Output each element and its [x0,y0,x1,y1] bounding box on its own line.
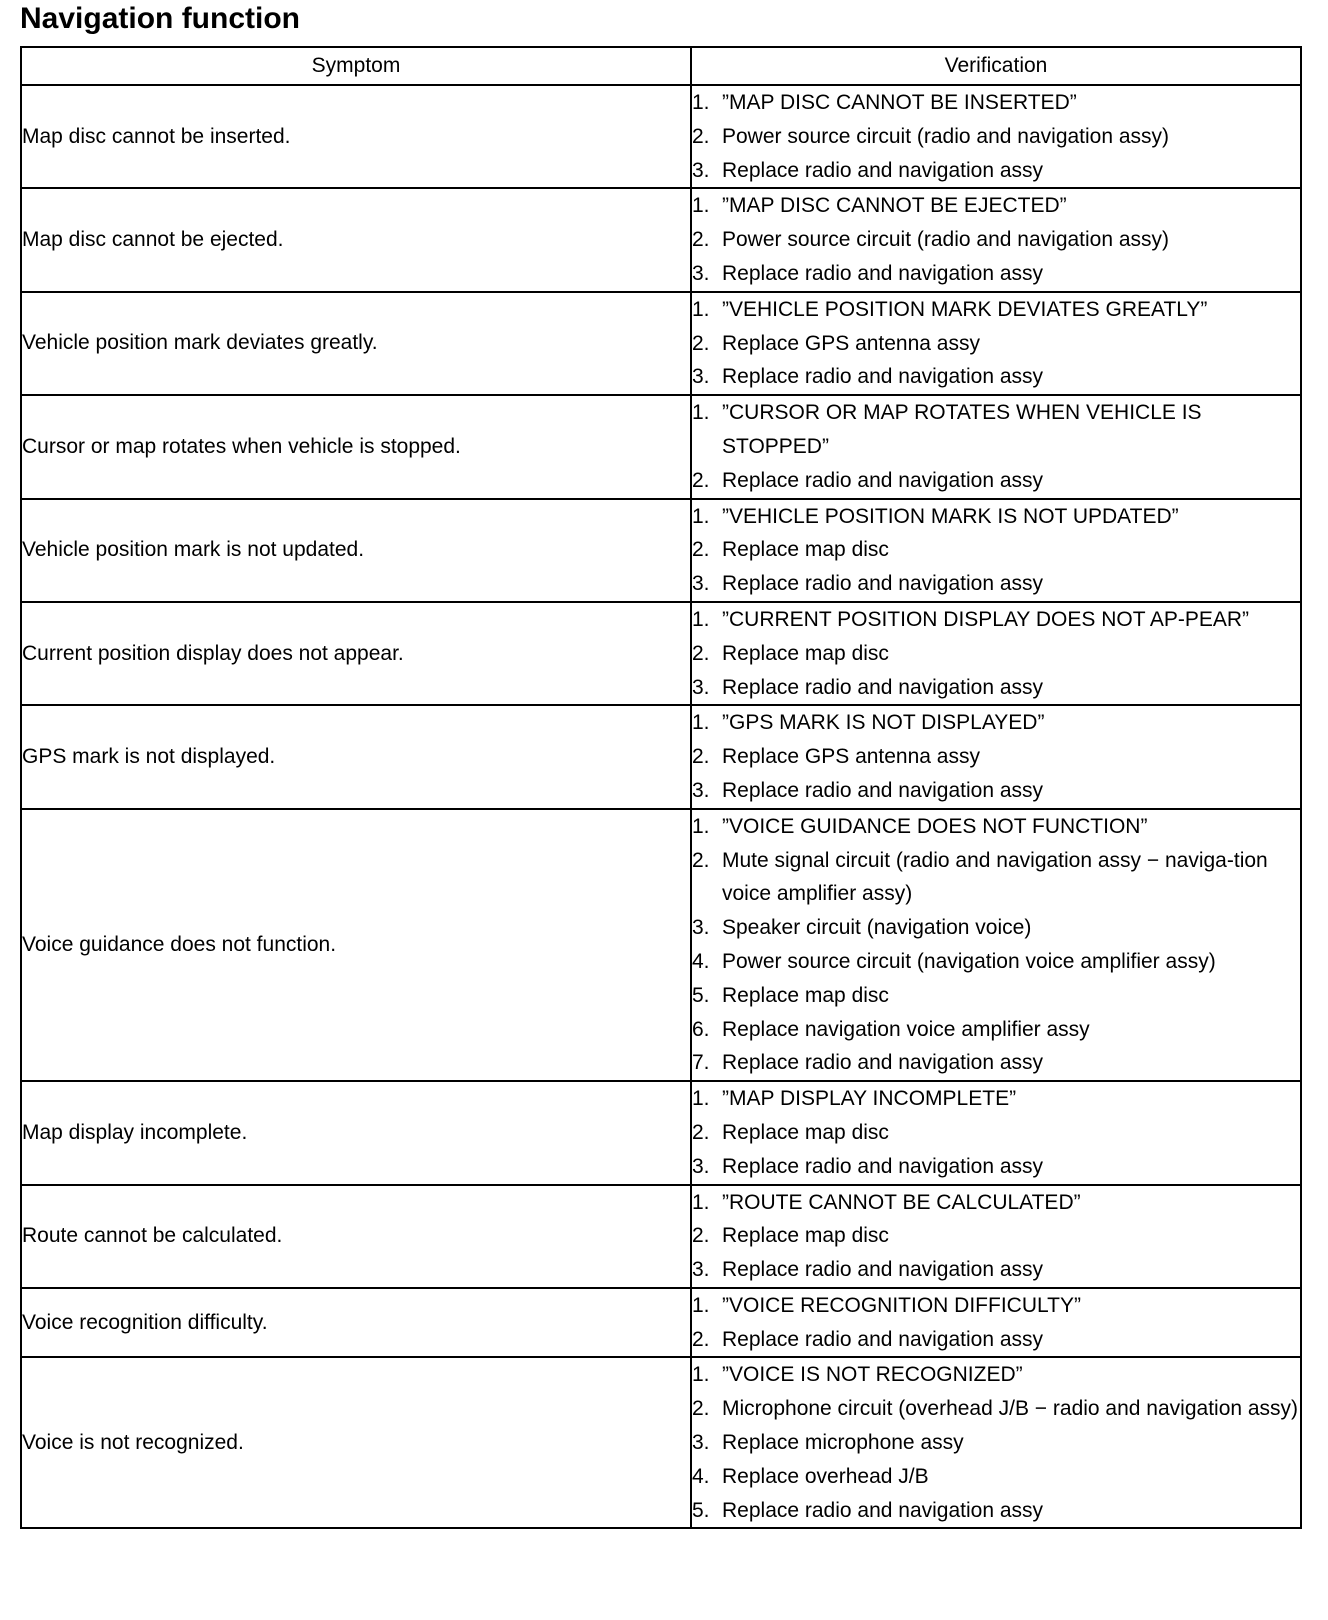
verification-step [692,1219,1300,1253]
verification-step [692,500,1300,534]
step-number: 3. [692,675,710,699]
step-text: Replace radio and navigation assy [722,158,1044,182]
step-number: 2. [692,1224,710,1248]
step-text: Replace radio and navigation assy [722,675,1044,699]
step-number: 1. [692,1087,710,1111]
table-row [21,1357,1301,1528]
verification-steps [692,706,1300,807]
symptom-cell: Vehicle position mark deviates greatly. [21,292,691,395]
step-number: 1. [692,711,710,735]
verification-cell [691,395,1301,498]
step-text: Replace navigation voice amplifier assy [722,1017,1090,1041]
step-text: Power source circuit (radio and navigation assy) [722,124,1170,148]
step-number: 2. [692,331,710,355]
step-number: 2. [692,848,710,872]
verification-step [692,360,1300,394]
step-text: ”VOICE RECOGNITION DIFFICULTY” [722,1293,1081,1317]
verification-step [692,86,1300,120]
verification-step [692,120,1300,154]
step-text: ”MAP DISC CANNOT BE EJECTED” [722,194,1067,218]
step-number: 3. [692,1154,710,1178]
symptom-cell: Map disc cannot be inserted. [21,85,691,188]
verification-cell [691,705,1301,808]
table-row [21,809,1301,1081]
step-number: 7. [692,1051,710,1075]
verification-step [692,396,1300,464]
verification-step [692,1013,1300,1047]
symptom-cell: Map display incomplete. [21,1081,691,1184]
step-number: 1. [692,297,710,321]
navigation-function-table [20,46,1302,1529]
page-title: Navigation function [20,2,300,35]
step-number: 3. [692,778,710,802]
verification-step [692,293,1300,327]
step-number: 3. [692,1258,710,1282]
verification-cell [691,188,1301,291]
verification-cell [691,602,1301,705]
table-row [21,1288,1301,1358]
step-text: Replace microphone assy [722,1431,964,1455]
step-text: Replace radio and navigation assy [722,1051,1044,1075]
symptom-column-header: Symptom [21,47,691,85]
step-text: Replace overhead J/B [722,1464,929,1488]
verification-steps [692,1358,1300,1527]
verification-step [692,1460,1300,1494]
step-text: Replace radio and navigation assy [722,1154,1044,1178]
step-text: Replace radio and navigation assy [722,1258,1044,1282]
step-number: 6. [692,1017,710,1041]
step-number: 2. [692,641,710,665]
step-text: ”VEHICLE POSITION MARK IS NOT UPDATED” [722,504,1179,528]
step-number: 1. [692,1363,710,1387]
verification-step [692,1116,1300,1150]
step-text: Microphone circuit (overhead J/B − radio and navigation assy) [722,1397,1299,1421]
step-text: ”VOICE IS NOT RECOGNIZED” [722,1363,1023,1387]
table-row [21,1185,1301,1288]
step-text: Speaker circuit (navigation voice) [722,916,1032,940]
verification-cell [691,1081,1301,1184]
verification-step [692,1392,1300,1426]
step-number: 2. [692,228,710,252]
step-number: 2. [692,468,710,492]
table-header-row [21,47,1301,85]
verification-step [692,844,1300,912]
verification-cell [691,809,1301,1081]
verification-steps [692,603,1300,704]
verification-cell [691,499,1301,602]
step-text: ”CURRENT POSITION DISPLAY DOES NOT AP-PEAR” [722,607,1250,631]
verification-steps [692,500,1300,601]
step-number: 2. [692,1327,710,1351]
step-number: 2. [692,1397,710,1421]
step-text: Replace GPS antenna assy [722,745,980,769]
verification-step [692,567,1300,601]
step-text: Replace radio and navigation assy [722,1327,1044,1351]
table-row [21,1081,1301,1184]
verification-step [692,810,1300,844]
step-text: Replace map disc [722,641,889,665]
step-text: ”CURSOR OR MAP ROTATES WHEN VEHICLE IS STOPPED” [722,401,1202,458]
step-text: Replace radio and navigation assy [722,778,1044,802]
verification-steps [692,293,1300,394]
symptom-cell: Route cannot be calculated. [21,1185,691,1288]
table-row [21,499,1301,602]
step-number: 1. [692,91,710,114]
verification-cell [691,1357,1301,1528]
verification-step [692,327,1300,361]
step-number: 4. [692,949,710,973]
step-text: Replace map disc [722,1224,889,1248]
verification-step [692,257,1300,291]
step-number: 3. [692,572,710,596]
verification-steps [692,1186,1300,1287]
step-number: 4. [692,1464,710,1488]
step-number: 2. [692,538,710,562]
verification-step [692,1323,1300,1357]
symptom-cell: Voice is not recognized. [21,1357,691,1528]
verification-step [692,1253,1300,1287]
verification-step [692,1494,1300,1528]
verification-step [692,740,1300,774]
verification-step [692,706,1300,740]
symptom-cell: Voice recognition difficulty. [21,1288,691,1358]
verification-steps [692,1082,1300,1183]
verification-step [692,464,1300,498]
table-row [21,188,1301,291]
step-text: ”VEHICLE POSITION MARK DEVIATES GREATLY” [722,297,1208,321]
step-text: Replace radio and navigation assy [722,468,1044,492]
verification-steps [692,86,1300,187]
step-number: 1. [692,401,710,425]
verification-step [692,1150,1300,1184]
verification-step [692,945,1300,979]
table-row [21,395,1301,498]
verification-step [692,1046,1300,1080]
verification-step [692,1289,1300,1323]
step-text: Power source circuit (radio and navigation assy) [722,228,1170,252]
symptom-cell: Current position display does not appear. [21,602,691,705]
step-text: Replace map disc [722,983,889,1007]
step-text: Replace GPS antenna assy [722,331,980,355]
step-number: 1. [692,1190,710,1214]
verification-steps [692,396,1300,497]
step-number: 2. [692,124,710,148]
verification-column-header: Verification [691,47,1301,85]
step-number: 3. [692,158,710,182]
verification-step [692,911,1300,945]
step-text: Replace map disc [722,538,889,562]
table-row [21,292,1301,395]
step-number: 2. [692,1120,710,1144]
table-row [21,602,1301,705]
step-text: Power source circuit (navigation voice amplifier assy) [722,949,1216,973]
step-number: 3. [692,1431,710,1455]
symptom-cell: GPS mark is not displayed. [21,705,691,808]
step-text: ”VOICE GUIDANCE DOES NOT FUNCTION” [722,814,1148,838]
table-row [21,705,1301,808]
verification-steps [692,810,1300,1080]
verification-cell [691,292,1301,395]
step-text: ”GPS MARK IS NOT DISPLAYED” [722,711,1045,735]
symptom-cell: Map disc cannot be ejected. [21,188,691,291]
verification-step [692,637,1300,671]
step-number: 1. [692,194,710,218]
step-text: Replace radio and navigation assy [722,572,1044,596]
step-text: Replace map disc [722,1120,889,1144]
step-number: 1. [692,607,710,631]
step-text: Replace radio and navigation assy [722,1498,1044,1522]
step-number: 3. [692,261,710,285]
step-text: Mute signal circuit (radio and navigation assy − naviga-tion voice amplifier assy) [722,848,1268,906]
verification-step [692,1426,1300,1460]
verification-steps [692,189,1300,290]
step-number: 5. [692,983,710,1007]
symptom-cell: Vehicle position mark is not updated. [21,499,691,602]
verification-step [692,1082,1300,1116]
verification-step [692,671,1300,705]
step-number: 5. [692,1498,710,1522]
step-number: 3. [692,365,710,389]
table-row [21,85,1301,188]
step-number: 2. [692,745,710,769]
symptom-cell: Cursor or map rotates when vehicle is stopped. [21,395,691,498]
verification-cell [691,85,1301,188]
step-text: ”MAP DISC CANNOT BE INSERTED” [722,91,1077,114]
verification-step [692,533,1300,567]
verification-step [692,189,1300,223]
verification-cell [691,1288,1301,1358]
step-text: ”MAP DISPLAY INCOMPLETE” [722,1087,1017,1111]
verification-step [692,603,1300,637]
verification-step [692,1358,1300,1392]
step-text: ”ROUTE CANNOT BE CALCULATED” [722,1190,1081,1214]
verification-cell [691,1185,1301,1288]
verification-step [692,223,1300,257]
step-number: 1. [692,504,710,528]
step-number: 1. [692,1293,710,1317]
step-text: Replace radio and navigation assy [722,261,1044,285]
verification-step [692,979,1300,1013]
verification-step [692,154,1300,188]
step-number: 3. [692,916,710,940]
step-text: Replace radio and navigation assy [722,365,1044,389]
verification-steps [692,1289,1300,1357]
step-number: 1. [692,814,710,838]
verification-step [692,1186,1300,1220]
verification-step [692,774,1300,808]
symptom-cell: Voice guidance does not function. [21,809,691,1081]
